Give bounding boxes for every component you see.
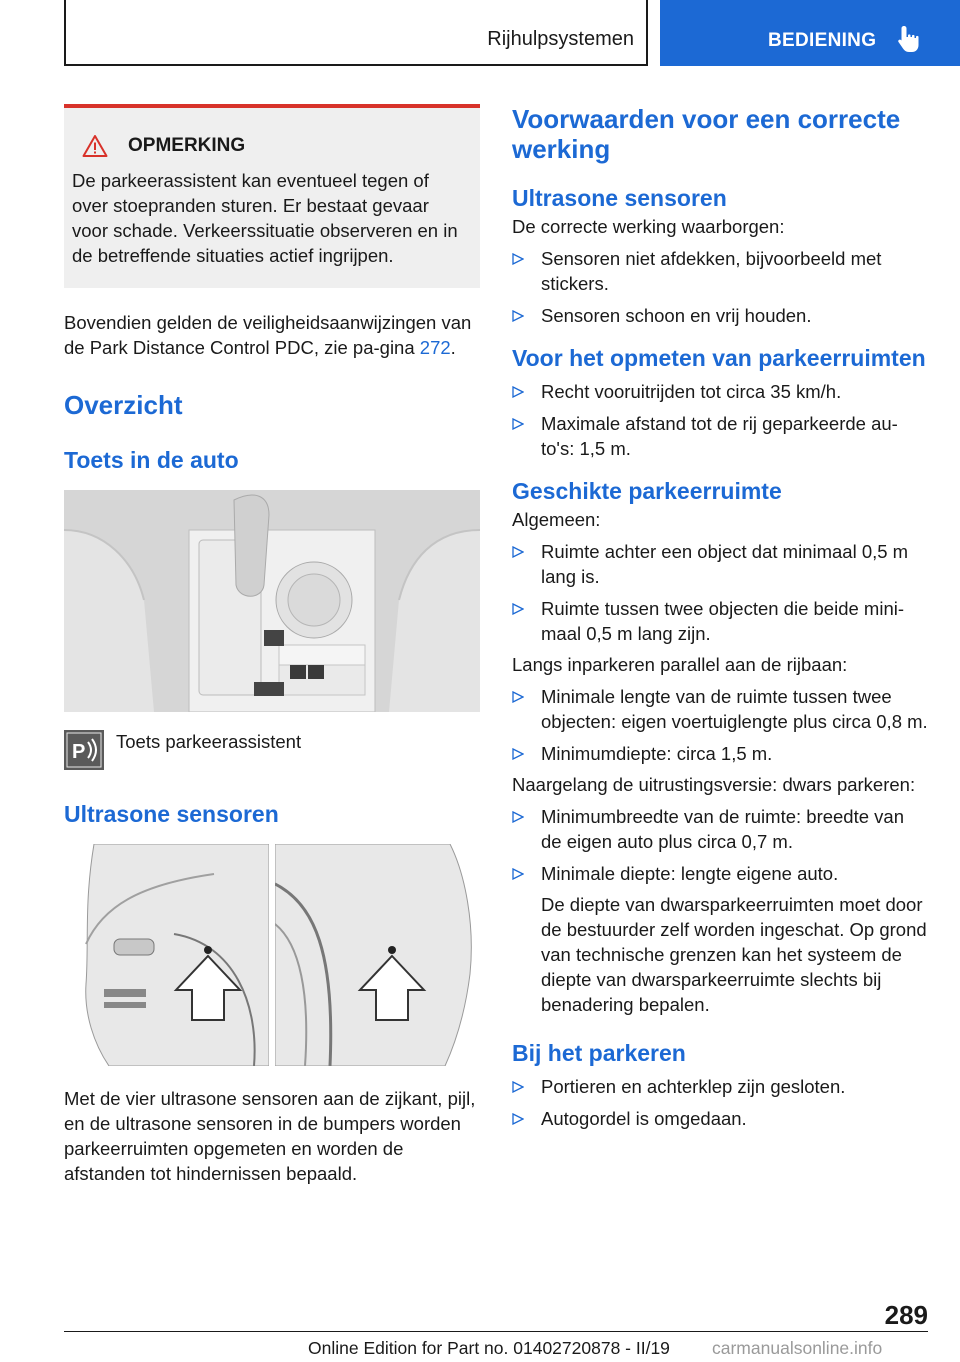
triangle-bullet-icon <box>512 253 524 265</box>
list-item: Minimumbreedte van de ruimte: breedte van de eigen auto plus circa 0,7 m. <box>512 804 928 854</box>
list-item: Minimale diepte: lengte eigene auto. <box>512 861 928 886</box>
list-item: Minimumdiepte: circa 1,5 m. <box>512 741 928 766</box>
left-sensors-heading: Ultrasone sensoren <box>64 801 279 827</box>
space-heading: Geschikte parkeerruimte <box>512 478 782 504</box>
sensors-photo <box>64 844 480 1066</box>
warning-note <box>64 104 480 288</box>
note-title: OPMERKING <box>128 135 246 156</box>
footer-watermark: carmanualsonline.info <box>712 1338 883 1358</box>
page-number: 289 <box>884 1300 928 1330</box>
button-heading: Toets in de auto <box>64 447 239 473</box>
footer-edition: Online Edition for Part no. 01402720878 - II/19 <box>308 1338 670 1358</box>
triangle-bullet-icon <box>512 748 524 760</box>
triangle-bullet-icon <box>512 546 524 558</box>
console-illustration <box>64 490 480 712</box>
note-title-row <box>72 134 468 158</box>
warning-triangle-icon <box>82 134 108 158</box>
sensors-list <box>512 246 928 328</box>
space-cross-note: De diepte van dwarsparkeerruimten moet door de bestuurder zelf worden ingeschat. Op grond van technische grenzen kan het systeem de diepte van dwarsparkeerruimte slechts bij benadering bepalen. <box>541 894 927 1015</box>
note-text: De parkeerassistent kan eventueel tegen of over stoepranden sturen. Er bestaat gevaar voor schade. Verkeerssituatie observeren en in de betreffende situaties actief ingrijpen. <box>72 170 458 266</box>
header-rule-left <box>64 0 66 66</box>
list-item: Recht vooruitrijden tot circa 35 km/h. <box>512 379 928 404</box>
list-item: Sensoren schoon en vrij houden. <box>512 303 928 328</box>
front-bumper-illustration <box>64 844 269 1066</box>
console-photo <box>64 490 480 712</box>
space-general-list <box>512 539 928 646</box>
header-section-title: Rijhulpsystemen <box>487 28 634 50</box>
space-parallel-list <box>512 684 928 766</box>
button-caption: Toets parkeerassistent <box>116 731 302 752</box>
button-caption-row <box>64 730 480 770</box>
hand-pointer-icon <box>896 24 924 54</box>
rear-bumper-illustration <box>275 844 480 1066</box>
triangle-bullet-icon <box>512 310 524 322</box>
triangle-bullet-icon <box>512 868 524 880</box>
triangle-bullet-icon <box>512 1113 524 1125</box>
triangle-bullet-icon <box>512 691 524 703</box>
left-column <box>64 104 480 1186</box>
parking-assistant-icon <box>64 730 104 770</box>
header-chapter-label: BEDIENING <box>768 30 877 51</box>
header-rule <box>64 64 648 66</box>
space-general: Algemeen: <box>512 509 601 530</box>
triangle-bullet-icon <box>512 811 524 823</box>
list-item: Autogordel is omgedaan. <box>512 1106 928 1131</box>
sensors-intro: De correcte werking waarborgen: <box>512 216 785 237</box>
svg-text:P: P <box>72 741 86 763</box>
overview-heading: Overzicht <box>64 390 183 420</box>
parking-list <box>512 1074 928 1131</box>
right-sensors-heading: Ultrasone sensoren <box>512 185 727 211</box>
triangle-bullet-icon <box>512 386 524 398</box>
list-item: Maximale afstand tot de rij geparkeerde au-to's: 1,5 m. <box>512 411 928 461</box>
header-rule-right <box>646 0 648 66</box>
left-sensors-text: Met de vier ultrasone sensoren aan de zijkant, pijl, en de ultrasone sensoren in de bumpers worden parkeerruimten opgemeten en worden de afstanden tot hindernissen bepaald. <box>64 1088 476 1184</box>
triangle-bullet-icon <box>512 603 524 615</box>
triangle-bullet-icon <box>512 418 524 430</box>
right-column <box>512 104 928 1131</box>
measure-list <box>512 379 928 461</box>
footer-rule <box>64 1331 928 1332</box>
intro-paragraph: Bovendien gelden de veiligheidsaanwijzingen van de Park Distance Control PDC, zie pa-gina 272. <box>64 312 472 358</box>
list-item: Ruimte achter een object dat minimaal 0,5 m lang is. <box>512 539 928 589</box>
space-parallel: Langs inparkeren parallel aan de rijbaan: <box>512 654 848 675</box>
list-item: Portieren en achterklep zijn gesloten. <box>512 1074 928 1099</box>
space-cross-list <box>512 804 928 886</box>
triangle-bullet-icon <box>512 1081 524 1093</box>
header-chapter-tab[interactable] <box>660 0 960 66</box>
conditions-heading: Voorwaarden voor een correcte werking <box>512 104 901 164</box>
page-link[interactable]: 272 <box>419 337 451 358</box>
list-item: Minimale lengte van de ruimte tussen twee objecten: eigen voertuiglengte plus circa 0,8 m. <box>512 684 928 734</box>
measure-heading: Voor het opmeten van parkeerruimten <box>512 345 926 371</box>
list-item: Ruimte tussen twee objecten die beide mini-maal 0,5 m lang zijn. <box>512 596 928 646</box>
list-item: Sensoren niet afdekken, bijvoorbeeld met stickers. <box>512 246 928 296</box>
space-cross: Naargelang de uitrustingsversie: dwars parkeren: <box>512 774 916 795</box>
parking-heading: Bij het parkeren <box>512 1040 686 1066</box>
